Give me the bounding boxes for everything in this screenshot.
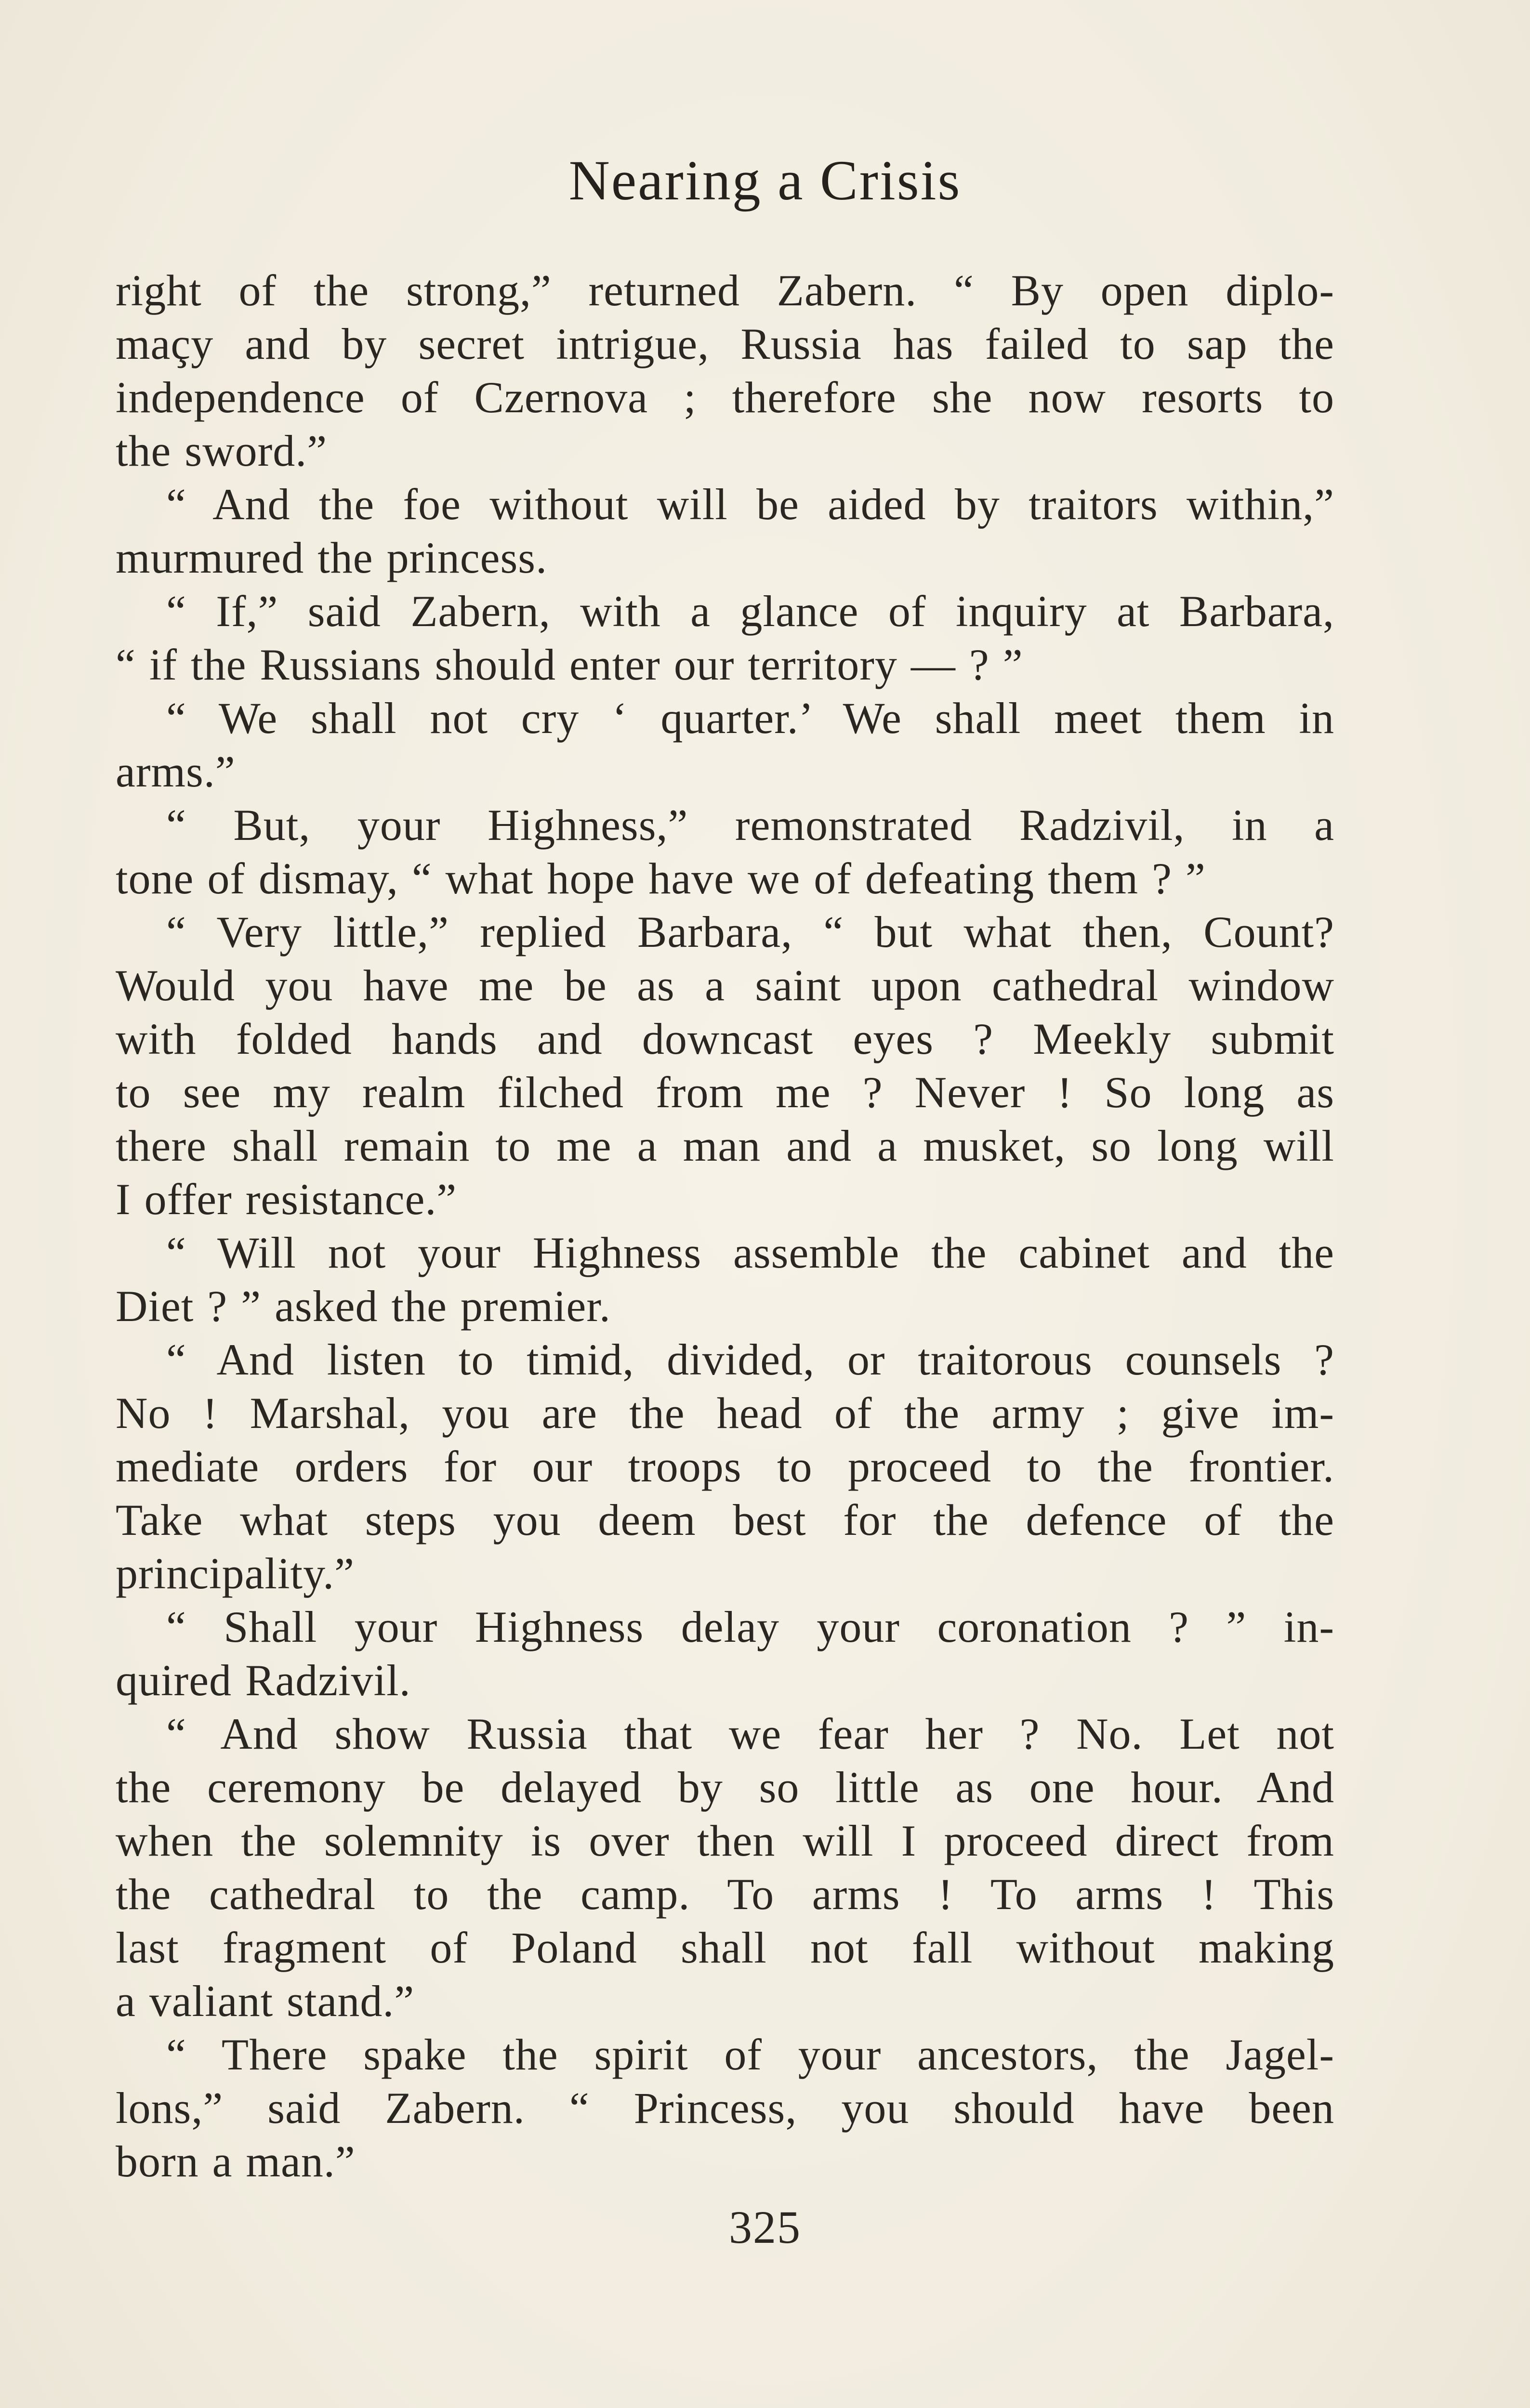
text-line: “ if the Russians should enter our territory — ? ” (116, 640, 1023, 689)
text-line: “ Very little,” replied Barbara, “ but what then, Count? (166, 907, 1334, 956)
text-line: “ And show Russia that we fear her ? No. Let not (166, 1709, 1334, 1758)
text-line: a valiant stand.” (116, 1976, 415, 2026)
text-line: quired Radzivil. (116, 1656, 411, 1705)
text-line: mediate orders for our troops to proceed to the frontier. (116, 1442, 1334, 1491)
text-line: when the solemnity is over then will I proceed direct from (116, 1816, 1334, 1865)
text-line: “ But, your Highness,” remonstrated Radzivil, in a (166, 800, 1334, 850)
text-line: principality.” (116, 1549, 355, 1598)
text-line: arms.” (116, 747, 236, 796)
text-line: right of the strong,” returned Zabern. “ By open diplo- (116, 266, 1334, 315)
text-line: there shall remain to me a man and a musket, so long will (116, 1121, 1334, 1170)
text-line: Take what steps you deem best for the defence of the (116, 1495, 1334, 1544)
text-line: “ Will not your Highness assemble the cabinet and the (166, 1228, 1334, 1277)
text-line: tone of dismay, “ what hope have we of defeating them ? ” (116, 854, 1206, 903)
text-line: Diet ? ” asked the premier. (116, 1282, 611, 1331)
text-line: with folded hands and downcast eyes ? Meekly submit (116, 1014, 1334, 1063)
text-line: the sword.” (116, 426, 328, 475)
text-line: “ We shall not cry ‘ quarter.’ We shall meet them in (166, 694, 1334, 743)
text-line: to see my realm filched from me ? Never ! So long as (116, 1068, 1334, 1117)
text-line: “ Shall your Highness delay your coronation ? ” in- (166, 1602, 1334, 1651)
text-line: murmured the princess. (116, 533, 548, 582)
text-line: “ And listen to timid, divided, or traitorous counsels ? (166, 1335, 1334, 1384)
text-line: lons,” said Zabern. “ Princess, you should have been (116, 2083, 1334, 2133)
text-line: born a man.” (116, 2137, 356, 2186)
text-line: “ There spake the spirit of your ancestors, the Jagel- (166, 2030, 1334, 2079)
body-text (116, 264, 1334, 2188)
text-line: the cathedral to the camp. To arms ! To arms ! This (116, 1870, 1334, 1919)
text-line: I offer resistance.” (116, 1175, 457, 1224)
text-line: maçy and by secret intrigue, Russia has failed to sap the (116, 319, 1334, 368)
text-line: “ And the foe without will be aided by traitors within,” (166, 480, 1334, 529)
text-line: No ! Marshal, you are the head of the army ; give im- (116, 1388, 1334, 1438)
text-line: the ceremony be delayed by so little as one hour. And (116, 1763, 1334, 1812)
text-line: independence of Czernova ; therefore she now resorts to (116, 373, 1334, 422)
text-line: “ If,” said Zabern, with a glance of inquiry at Barbara, (166, 587, 1334, 636)
running-head: Nearing a Crisis (568, 149, 962, 212)
text-line: Would you have me be as a saint upon cathedral window (116, 961, 1334, 1010)
page-number: 325 (729, 2201, 801, 2253)
text-line: last fragment of Poland shall not fall without making (116, 1923, 1334, 1972)
